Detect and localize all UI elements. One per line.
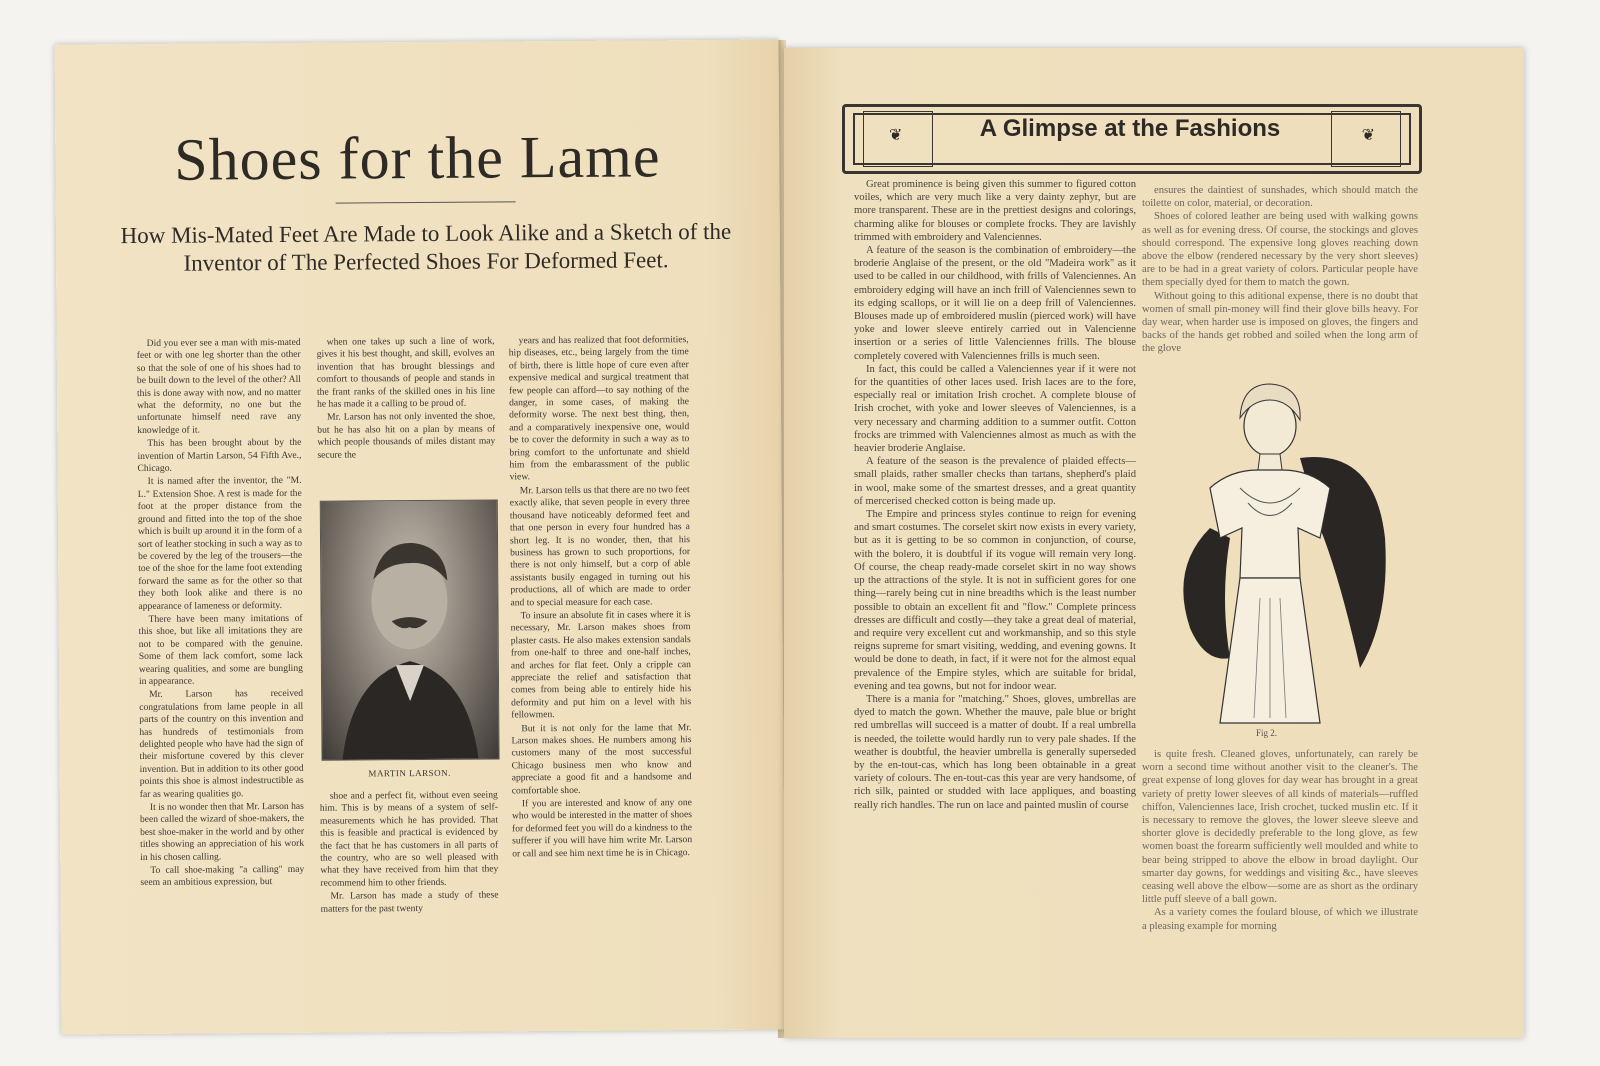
article-subtitle: How Mis-Mated Feet Are Made to Look Alike and a Sketch of the Inventor of The Perfected Shoes For Deformed Feet. [120, 218, 732, 276]
portrait-photo [320, 499, 500, 760]
paragraph: Mr. Larson tells us that there are no two feet exactly alike, that seven people in every three thousand have noticeably deformed feet and that one person in every four hundred has a short leg. It is no wonder, then, that his business has grown to such proportions, for there is not only himself, but a corp of able assistants busily engaged in turning out his productions, all of which are made to order and to special measure for each case. [509, 483, 691, 608]
article-title: Shoes for the Lame [174, 123, 661, 193]
right-column-3 [1142, 748, 1418, 933]
paragraph: Mr. Larson has received congratulations from lame people in all parts of the country on this invention and has hundreds of testimonials from delighted people who have had the sign of their misfortune covered by this clever invention. But in addition to its other good points this shoe is almost indestructible as far as wearing qualities go. [139, 688, 304, 800]
paragraph: In fact, this could be called a Valenciennes year if it were not for the quantities of other laces used. Irish laces are to the fore, especially real or imitation Irish crochet. A complete blouse of Irish crochet, with yoke and lower sleeves of Valenciennes, is a very necessary and charming addition to a summer outfit. Cotton frocks are trimmed with Valenciennes almost as much as with the heavier broderie Anglaise. [854, 363, 1136, 455]
leaf-ornament-icon: ❦ [889, 127, 903, 144]
fashion-illustration [1170, 378, 1390, 728]
right-page [784, 48, 1524, 1038]
right-column-1 [854, 178, 1136, 812]
figure-caption: Fig 2. [1256, 728, 1278, 738]
paragraph: when one takes up such a line of work, gives it his best thought, and skill, evolves an invention that has brought blessings and comfort to thousands of people and stands in the frant ranks of the skilled ones in his line he has made it a calling to be proud of. [316, 335, 496, 410]
paragraph: There have been many imitations of this shoe, but like all imitations they are not to be compared with the genuine. Some of them lack comfort, some lack wearing qualities, and some are bungling in appearance. [138, 612, 303, 687]
fashion-title: A Glimpse at the Fashions [979, 115, 1281, 142]
paragraph: Without going to this aditional expense, there is no doubt that women of small pin-money will find their glove bills heavy. For day wear, when harder use is imposed on gloves, the fingers and backs of the hands get robbed and soiled when the long arm of the glove [1142, 290, 1418, 355]
paragraph: As a variety comes the foulard blouse, of which we illustrate a pleasing example for morning [1142, 907, 1418, 932]
paragraph: This has been brought about by the invention of Martin Larson, 54 Fifth Ave., Chicago. [137, 437, 302, 475]
right-column-2 [1142, 184, 1418, 356]
paragraph: It is no wonder then that Mr. Larson has been called the wizard of shoe-makers, the best shoe-maker in the world and by other titles showing an appreciation of his work in his chosen calling. [139, 800, 305, 863]
paragraph: To call shoe-making "a calling" may seem an ambitious expression, but [140, 863, 305, 889]
woman-blouse-drawing [1170, 378, 1390, 728]
paragraph: It is named after the inventor, the "M. L." Extension Shoe. A rest is made for the foot at the proper distance from the ground and fitted into the top of the shoe which is built up around it in the form of a sort of leather stocking in such a way as to be covered by the leg of the trousers—the toe of the shoe for the lame foot extending forward the same as for the other so that they both look alike and there is no appearance of lameness or deformity. [137, 475, 303, 612]
portrait-caption: MARTIN LARSON. [368, 767, 451, 779]
paragraph: Mr. Larson has not only invented the shoe, but he has also hit on a plan by means of which people thousands of miles distant may secure the [317, 410, 496, 461]
paragraph: shoe and a perfect fit, without even seeing him. This is by means of a system of self-measurements which he has provided. That this is feasible and practical is evidenced by the fact that he has customers in all parts of the country, who are so well pleased with what they have received from him that they recommend him to other friends. [319, 789, 499, 889]
left-column-3 [509, 334, 693, 861]
paragraph: years and has realized that foot deformities, hip diseases, etc., being largely from the time of birth, there is little hope of cure even after expensive medical and surgical treatment that few people can afford—to say nothing of the danger, in some cases, of making the deformity worse. The next best thing, then, and a comparatively inexpensive one, would be to cover the deformity in such a way as to bring comfort to the unfortunate and shield him from the embarassment of the public view. [508, 334, 690, 483]
title-banner [842, 104, 1422, 174]
left-page [55, 39, 786, 1034]
paragraph: Great prominence is being given this summer to figured cotton voiles, which are very much like a very dainty zephyr, but are more transparent. These are in the prettiest designs and colorings, charming alike for blouses or complete frocks. They are lavishly trimmed with embroidery and Valenciennes. [854, 179, 1136, 243]
paragraph: The Empire and princess styles continue to reign for evening and smart costumes. The corselet skirt now exists in every variety, but as it is getting to be so common in conjunction, of course, with the bolero, it is doubtful if its vogue will remain very long. Of course, the cheap ready-made corselet skirt in no way shows up the attractions of the style. It is not in sufficient gores for one thing—rarely being cut in nine breadths which is the least number possible to obtain an excellent fit and "flow." Complete princess dresses are difficult and costly—they take a great deal of material, and require very excellent cut and workmanship, and so this style reigns supreme for smart visiting, wedding, and evening gowns. It would be done to death, in fact, if it were not for the almost equal prevalence of the Empire styles, which are suitable for bridal, evening and tea gowns, but not for indoor wear. [854, 509, 1136, 692]
paragraph: A feature of the season is the combination of embroidery—the broderie Anglaise of the present, or the old "Madeira work" as it used to be called in our childhood, with frills of Valenciennes. An embroidery edging will have an inch frill of Valenciennes sewn to its edging scallops, or it will lie on a deep frill of Valenciennes. Blouses made up of embroidered muslin (pierced work) will have yoke and lower sleeve entirely carried out in Valencienne insertion or a series of little Valenciennes frills. The blouse completely covered with Valenciennes frills is much seen. [854, 245, 1136, 362]
paragraph: ensures the daintiest of sunshades, which should match the toilette on color, material, or decoration. [1142, 185, 1418, 210]
left-column-2-continued [320, 789, 499, 916]
left-column-1 [137, 337, 305, 891]
title-rule [336, 201, 516, 203]
paragraph: Mr. Larson has made a study of these matters for the past twenty [320, 889, 499, 915]
paragraph: But it is not only for the lame that Mr. Larson makes shoes. He numbers among his customers many of the most successful Chicago business men who know and appreciate a good fit and a handsome and comfortable shoe. [511, 721, 692, 796]
paragraph: Shoes of colored leather are being used with walking gowns as well as for evening dress. Of course, the stockings and gloves should correspond. The expensive long gloves reaching down above the elbow (rendered necessary by the very short sleeves) are to be had in a great variety of colors. Particular people have them specially dyed for them to match the gown. [1142, 211, 1418, 289]
portrait-illustration [321, 500, 499, 759]
paragraph: To insure an absolute fit in cases where it is necessary, Mr. Larson makes shoes from plaster casts. He also makes extension sandals from one-half to three and one-half inches, and arches for flat feet. Only a cripple can appreciate the relief and satisfaction that comes from being able to entirely hide his deformity and put him on a level with his fellowmen. [510, 609, 692, 721]
left-column-2 [317, 335, 496, 462]
paragraph: Did you ever see a man with mis-mated feet or with one leg shorter than the other so that the sole of one of his shoes had to be built down to the level of the other? All this is done away with now, and no matter what the deformity, no one but the unfortunate himself need rave any knowledge of it. [136, 336, 302, 436]
paragraph: is quite fresh. Cleaned gloves, unfortunately, can rarely be worn a second time without another visit to the cleaner's. The great expense of long gloves for day wear has brought in a great variety of pretty lower sleeves of all kinds of materials—ruffled chiffon, Valenciennes lace, Irish crochet, tucked muslin etc. If it is necessary to remove the gloves, the lower sleeve sleeve and shorter glove is decidedly preferable to the long glove, as few women boast the forearm sufficiently well moulded and white to bear being stripped to above the elbow in broad daylight. Our smarter day gowns, for weddings and visiting &c., have sleeves ceasing well above the elbow—some are as short as the ordinary little puff sleeve of a ball gown. [1142, 749, 1418, 906]
paragraph: A feature of the season is the prevalence of plaided effects—small plaids, rather smaller checks than tartans, shepherd's plaid in wool, make some of the smartest dresses, and a great quantity of mercerised checked cotton is being made up. [854, 456, 1136, 507]
leaf-ornament-icon: ❦ [1361, 127, 1375, 144]
paragraph: There is a mania for "matching." Shoes, gloves, umbrellas are dyed to match the gown. Whether the mauve, pale blue or bright red umbrellas will succeed is a matter of doubt. If a real umbrella is needed, the toilette would hardly run to very pale shades. If the weather is doubtful, the heavier umbrella is generally superseded by the en-tout-cas, which has long been obtainable in a great variety of colours. The en-tout-cas this year are very handsome, of rich silk, painted or studded with lace appliques, and boasting really rich handles. The run on lace and painted muslin of course [854, 693, 1136, 811]
paragraph: If you are interested and know of any one who would be interested in the matter of shoes for deformed feet you will do a kindness to the sufferer if you will have him write Mr. Larson or call and see him next time he is in Chicago. [511, 797, 693, 860]
